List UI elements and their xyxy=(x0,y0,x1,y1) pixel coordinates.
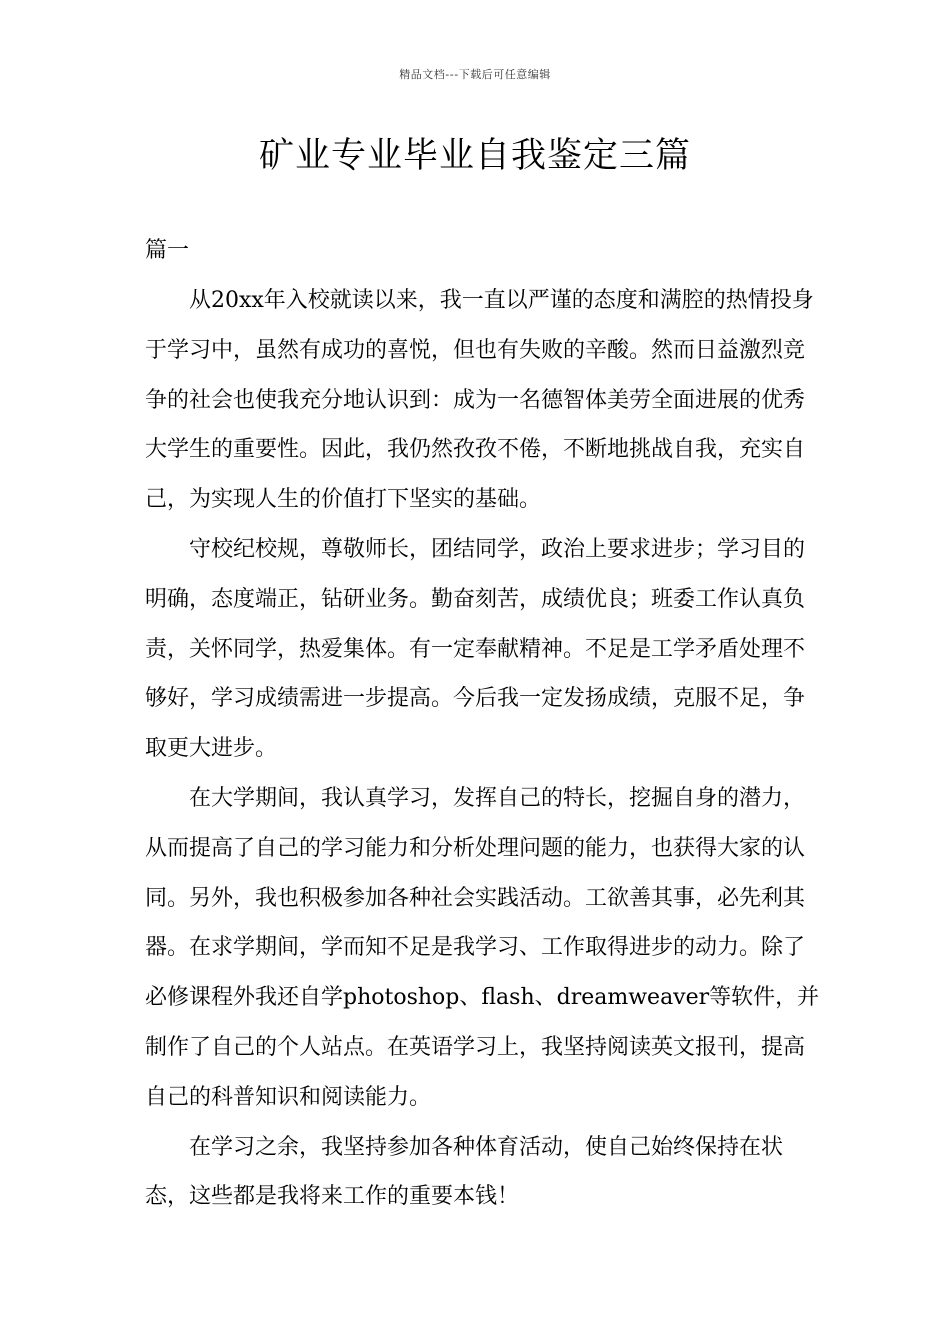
paragraph: 在大学期间，我认真学习，发挥自己的特长，挖掘自身的潜力，从而提高了自己的学习能力和分析处理问题的能力，也获得大家的认同。另外，我也积极参加各种社会实践活动。工欲善其事，必先利其器。在求学期间，学而知不足是我学习、工作取得进步的动力。除了必修课程外我还自学photoshop、flash、dreamweaver等软件，并制作了自己的个人站点。在英语学习上，我坚持阅读英文报刊，提高自己的科普知识和阅读能力。 xyxy=(145,785,820,1110)
header-note: 精品文档---下载后可任意编辑 xyxy=(399,68,551,81)
section-heading: 篇一 xyxy=(145,238,190,263)
page-title: 矿业专业毕业自我鉴定三篇 xyxy=(258,136,691,176)
body-text xyxy=(145,276,820,1222)
paragraph: 在学习之余，我坚持参加各种体育活动，使自己始终保持在状态，这些都是我将来工作的重要本钱！ xyxy=(145,1134,784,1210)
paragraph: 守校纪校规，尊敬师长，团结同学，政治上要求进步；学习目的明确，态度端正，钻研业务。勤奋刻苦，成绩优良；班委工作认真负责，关怀同学，热爱集体。有一定奉献精神。不足是工学矛盾处理不够好，学习成绩需进一步提高。今后我一定发扬成绩，克服不足，争取更大进步。 xyxy=(145,536,806,762)
paragraph: 从20xx年入校就读以来，我一直以严谨的态度和满腔的热情投身于学习中，虽然有成功的喜悦，但也有失败的辛酸。然而日益激烈竞争的社会也使我充分地认识到：成为一名德智体美劳全面进展的优秀大学生的重要性。因此，我仍然孜孜不倦，不断地挑战自我，充实自己，为实现人生的价值打下坚实的基础。 xyxy=(145,288,814,513)
